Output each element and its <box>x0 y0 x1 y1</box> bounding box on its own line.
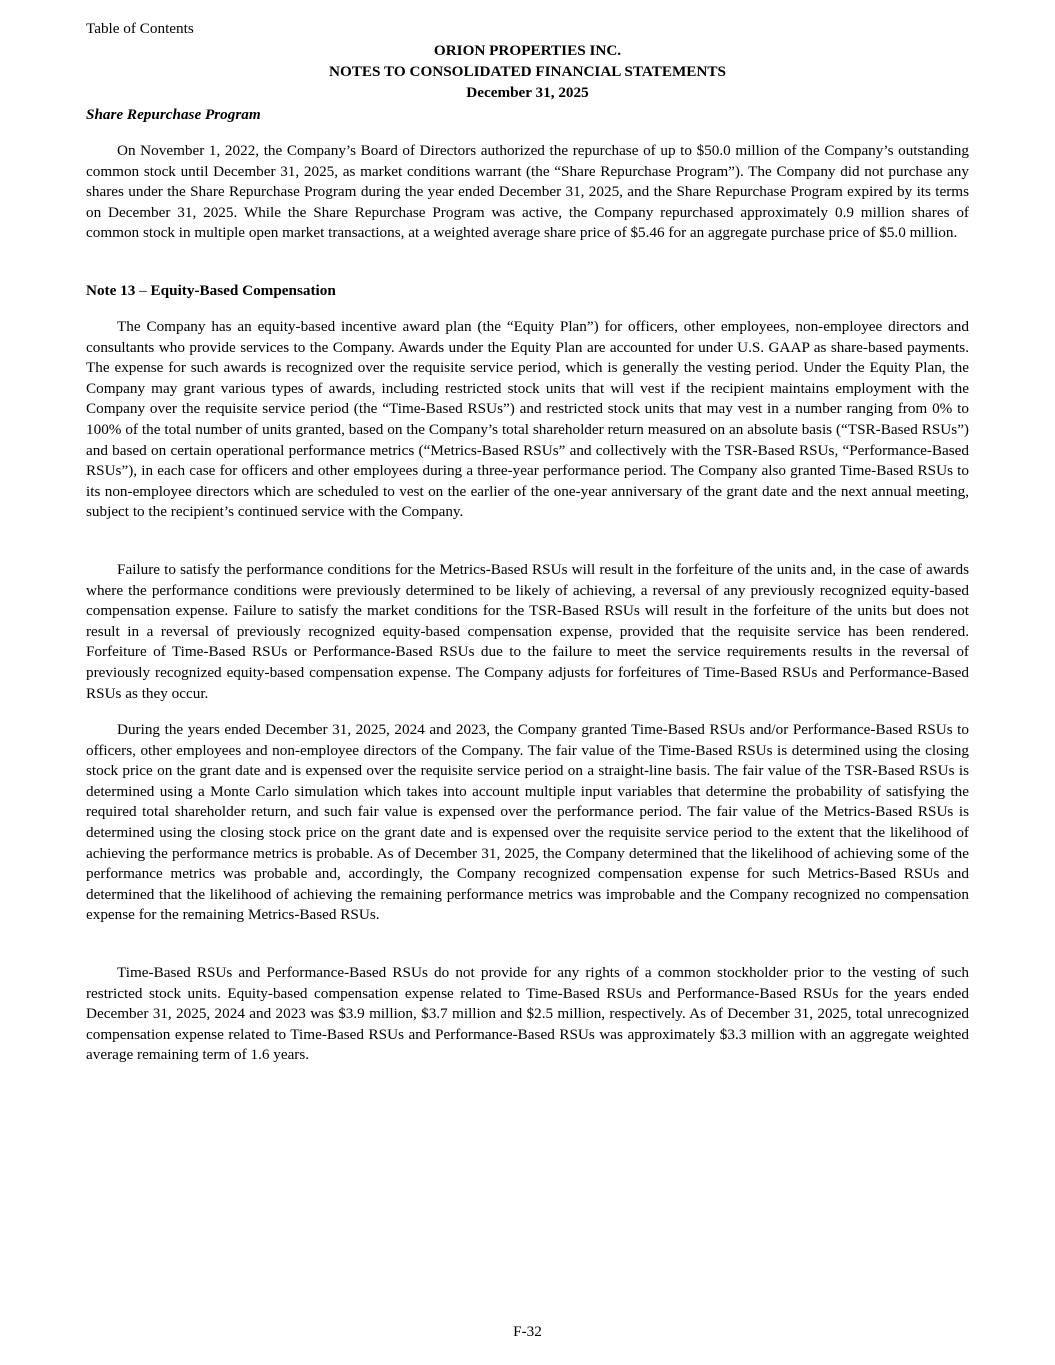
note-13-title: Equity-Based Compensation <box>150 282 336 299</box>
statement-title: NOTES TO CONSOLIDATED FINANCIAL STATEMENTS <box>329 63 726 80</box>
note-13-paragraph-4: Time-Based RSUs and Performance-Based RSUs do not provide for any rights of a common stockholder prior to the vesting of such restricted stock units. Equity-based compensation expense related to Time-Based RSUs and Performance-Based RSUs for the years ended December 31, 2025, 2024 and 2023 was $3.9 million, $3.7 million and $2.5 million, respectively. As of December 31, 2025, total unrecognized compensation expense related to Time-Based RSUs and Performance-Based RSUs was approximately $3.3 million with an aggregate weighted average remaining term of 1.6 years. <box>86 964 969 1064</box>
company-name: ORION PROPERTIES INC. <box>433 42 622 59</box>
document-header <box>86 40 969 103</box>
statement-date: December 31, 2025 <box>466 84 589 101</box>
share-repurchase-paragraph: On November 1, 2022, the Company’s Board of Directors authorized the repurchase of up to $50.0 million of the Company’s outstanding common stock until December 31, 2025, as market conditions warrant (the “Share Repurchase Program”). The Company did not purchase any shares under the Share Repurchase Program during the year ended December 31, 2025, and the Share Repurchase Program expired by its terms on December 31, 2025. While the Share Repurchase Program was active, the Company repurchased approximately 0.9 million shares of common stock in multiple open market transactions, at a weighted average share price of $5.46 for an aggregate purchase price of $5.0 million. <box>86 142 969 242</box>
note-13-label: Note 13 <box>86 282 136 299</box>
note-13-paragraph-3: During the years ended December 31, 2025, 2024 and 2023, the Company granted Time-Based RSUs and/or Performance-Based RSUs to officers, other employees and non-employee directors of the Company. The fair value of the Time-Based RSUs is determined using the closing stock price on the grant date and is expensed over the requisite service period on a straight-line basis. The fair value of the TSR-Based RSUs is determined using a Monte Carlo simulation which takes into account multiple input variables that determine the probability of satisfying the required total shareholder return, and such fair value is expensed over the performance period. The fair value of the Metrics-Based RSUs is determined using the closing stock price on the grant date and is expensed over the requisite service period to the extent that the likelihood of achieving the performance metrics is probable. As of December 31, 2025, the Company determined that the likelihood of achieving some of the performance metrics was probable and, accordingly, the Company recognized compensation expense for such Metrics-Based RSUs and determined that the likelihood of achieving the remaining performance metrics was improbable and the Company recognized no compensation expense for the remaining Metrics-Based RSUs. <box>86 721 969 924</box>
note-13-paragraph-2: Failure to satisfy the performance conditions for the Metrics-Based RSUs will result in the forfeiture of the units and, in the case of awards where the performance conditions were previously determined to be likely of achieving, a reversal of any previously recognized equity-based compensation expense. Failure to satisfy the market conditions for the TSR-Based RSUs will result in the forfeiture of the units but does not result in a reversal of previously recognized equity-based compensation expense, provided that the requisite service has been rendered. Forfeiture of Time-Based RSUs or Performance-Based RSUs due to the failure to meet the service requirements results in the reversal of previously recognized equity-based compensation expense. The Company adjusts for forfeitures of Time-Based RSUs and Performance-Based RSUs as they occur. <box>86 561 969 702</box>
document-page <box>86 0 969 1365</box>
table-of-contents-link[interactable]: Table of Contents <box>86 20 194 37</box>
note-13-paragraph-1: The Company has an equity-based incentive award plan (the “Equity Plan”) for officers, other employees, non-employee directors and consultants who provide services to the Company. Awards under the Equity Plan are accounted for under U.S. GAAP as share-based payments. The expense for such awards is recognized over the requisite service period, which is generally the vesting period. Under the Equity Plan, the Company may grant various types of awards, including restricted stock units that will vest if the recipient maintains employment with the Company over the requisite service period (the “Time-Based RSUs”) and restricted stock units that may vest in a number ranging from 0% to 100% of the total number of units granted, based on the Company’s total shareholder return measured on an absolute basis (“TSR-Based RSUs”) and based on certain operational performance metrics (“Metrics-Based RSUs” and collectively with the TSR-Based RSUs, “Performance-Based RSUs”), in each case for officers and other employees during a three-year performance period. The Company also granted Time-Based RSUs to its non-employee directors which are scheduled to vest on the earlier of the one-year anniversary of the grant date and the next annual meeting, subject to the recipient’s continued service with the Company. <box>86 318 969 521</box>
share-repurchase-title: Share Repurchase Program <box>86 106 261 123</box>
note-13-heading <box>86 281 336 301</box>
page-number: F-32 <box>513 1323 542 1340</box>
note-13-dash: – <box>135 282 151 299</box>
